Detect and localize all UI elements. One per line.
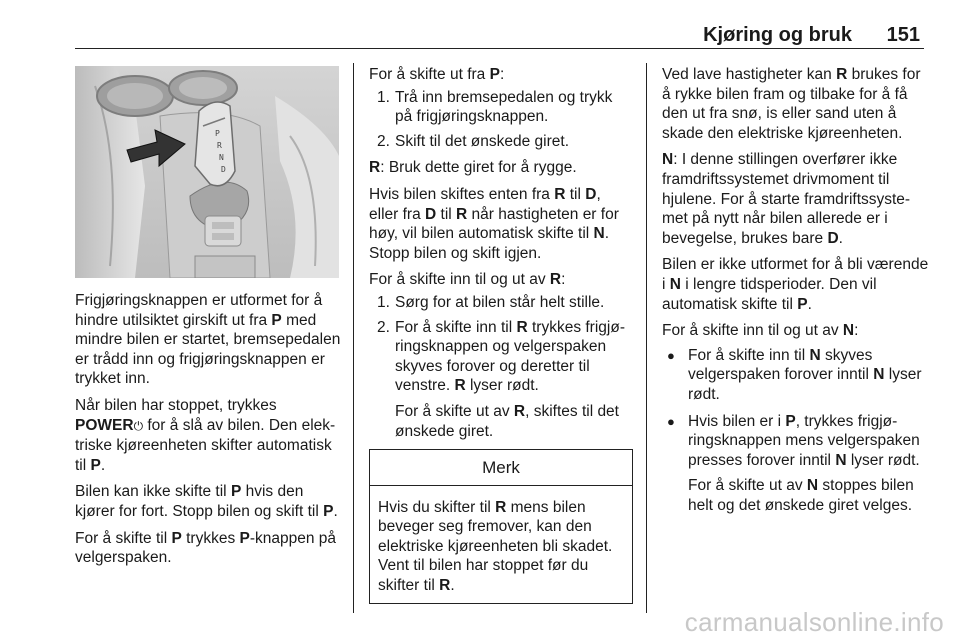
column-divider-1 — [353, 63, 354, 613]
list-item-paragraph: For å skifte ut av R, skiftes til det ønskede giret. — [395, 402, 619, 440]
list-item: ● Hvis bilen er i P, trykkes frigjøringsknappen mens velgerspaken presses forover inntil N lyser rødt. For å skifte ut av N stoppes bilen helt og det ønskede giret velges. — [662, 412, 930, 516]
list-item: 2. Skift til det ønskede giret. — [377, 132, 570, 150]
paragraph: Hvis bilen skiftes enten fra R til D, eller fra D til R når hastigheten er for høy, vil bilen automatisk skifte til N. Stopp bilen og skift igjen. — [369, 185, 619, 262]
column-1 — [75, 291, 343, 575]
note-text: Hvis du skifter til R mens bilen beveger seg fremover, kan den elektriske kjøreenheten bli skadet. Vent til bilen har stoppet før du skifter til R. — [378, 498, 613, 595]
numbered-list — [369, 293, 633, 441]
numbered-list — [369, 88, 633, 152]
list-item: 1. Trå inn bremsepedalen og trykk på frigjøringsknappen. — [377, 88, 613, 126]
note-box — [369, 449, 633, 604]
page-number: 151 — [886, 24, 920, 46]
watermark: carmanualsonline.info — [684, 607, 944, 637]
bullet-icon: ● — [667, 347, 675, 363]
svg-text:D: D — [221, 165, 226, 174]
list-item: 1. Sørg for at bilen står helt stille. — [377, 293, 605, 311]
paragraph: Ved lave hastigheter kan R brukes for å rykke bilen fram og tilbake for å få den ut fra snø, is eller sand uten å skade den elektriske kjøreenheten. — [662, 66, 921, 142]
svg-text:R: R — [217, 141, 222, 150]
svg-text:N: N — [219, 153, 224, 162]
bullet-list — [662, 346, 930, 516]
power-icon: ⏻ — [133, 418, 144, 433]
list-item: ● For å skifte inn til N skyves velgerspaken forover inntil N lyser rødt. — [667, 346, 922, 403]
paragraph: Når bilen har stoppet, trykkes POWER⏻ for å slå av bilen. Den elektriske kjøreenheten skifter automatisk til P. — [75, 396, 336, 474]
paragraph: Bilen kan ikke skifte til P hvis den kjører for fort. Stopp bilen og skift til P. — [75, 483, 338, 520]
paragraph: N: I denne stillingen overfører ikke framdriftssystemet drivmoment til hjulene. For å starte framdriftssystemet på nytt når bilen allerede er i bevegelse, brukes bare D. — [662, 151, 911, 247]
paragraph: Bilen er ikke utformet for å bli værende i N i lengre tidsperioder. Den vil automatisk skifte til P. — [662, 256, 929, 313]
section-title: Kjøring og bruk — [703, 24, 852, 46]
column-2 — [369, 65, 633, 604]
paragraph: For å skifte inn til og ut av R: — [369, 271, 566, 289]
gear-selector-photo-icon — [75, 66, 339, 278]
list-item-paragraph: For å skifte ut av N stoppes bilen helt og det ønskede giret velges. — [688, 477, 914, 514]
paragraph: R: Bruk dette giret for å rygge. — [369, 159, 577, 177]
column-3 — [662, 65, 930, 522]
list-item: 2. For å skifte inn til R trykkes frigjøringsknappen og velgerspaken skyves forover og deretter til venstre. R lyser rødt. For å skifte ut av R, skiftes til det ønskede giret. — [369, 318, 633, 442]
bullet-icon: ● — [667, 413, 675, 429]
note-title: Merk — [370, 450, 632, 486]
paragraph: For å skifte inn til og ut av N: — [662, 322, 859, 340]
svg-text:P: P — [215, 129, 220, 138]
paragraph: For å skifte ut fra P: — [369, 66, 505, 83]
header-rule — [75, 48, 924, 49]
column-divider-2 — [646, 63, 647, 613]
paragraph: Frigjøringsknappen er utformet for å hindre utilsiktet girskift ut fra P med mindre bilen er startet, bremsepedalen er trådd inn og frigjøringsknappen er trykket inn. — [75, 292, 341, 388]
paragraph: For å skifte til P trykkes P-knappen på velgerspaken. — [75, 529, 337, 567]
